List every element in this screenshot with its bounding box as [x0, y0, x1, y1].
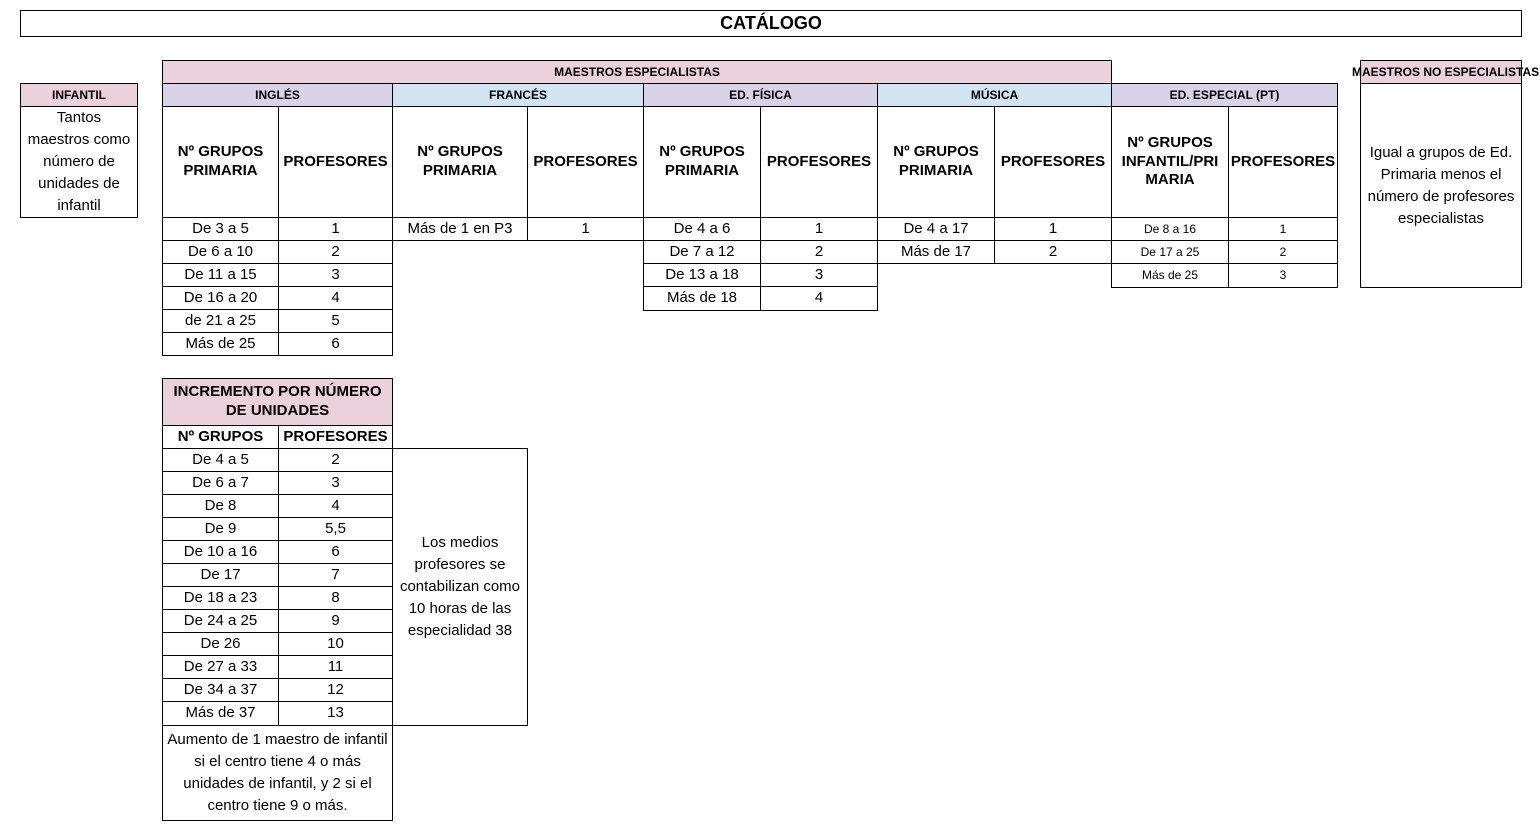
- incremento-row-grupos: De 4 a 5: [162, 448, 279, 472]
- infantil-header: INFANTIL: [20, 83, 138, 107]
- ingles-row-profesores: 1: [278, 217, 393, 241]
- edfisica-row-grupos: De 7 a 12: [643, 240, 761, 264]
- incremento-row-grupos: De 6 a 7: [162, 471, 279, 495]
- incremento-row-profesores: 10: [278, 632, 393, 656]
- page-title: CATÁLOGO: [20, 10, 1522, 37]
- ingles-row-grupos: Más de 25: [162, 332, 279, 356]
- edfisica-col-grupos: Nº GRUPOS PRIMARIA: [643, 106, 761, 218]
- frances-row-profesores: 1: [527, 217, 644, 241]
- edfisica-col-profesores: PROFESORES: [760, 106, 878, 218]
- ingles-row-grupos: De 16 a 20: [162, 286, 279, 310]
- musica-header: MÚSICA: [877, 83, 1112, 107]
- incremento-row-grupos: De 27 a 33: [162, 655, 279, 679]
- edespecial-row-profesores: 3: [1228, 263, 1338, 288]
- incremento-row-profesores: 7: [278, 563, 393, 587]
- medios-profesores-note: Los medios profesores se contabilizan como 10 horas de las especialidad 38: [392, 448, 528, 726]
- incremento-row-grupos: De 24 a 25: [162, 609, 279, 633]
- incremento-row-grupos: De 34 a 37: [162, 678, 279, 702]
- ingles-col-profesores: PROFESORES: [278, 106, 393, 218]
- incremento-row-profesores: 5,5: [278, 517, 393, 541]
- frances-col-profesores: PROFESORES: [527, 106, 644, 218]
- edespecial-row-grupos: De 8 a 16: [1111, 217, 1229, 241]
- musica-row-profesores: 2: [994, 240, 1112, 264]
- edfisica-row-profesores: 2: [760, 240, 878, 264]
- incremento-row-grupos: De 18 a 23: [162, 586, 279, 610]
- edfisica-row-profesores: 4: [760, 286, 878, 311]
- musica-row-grupos: Más de 17: [877, 240, 995, 264]
- ingles-row-profesores: 3: [278, 263, 393, 287]
- edespecial-row-profesores: 1: [1228, 217, 1338, 241]
- frances-col-grupos: Nº GRUPOS PRIMARIA: [392, 106, 528, 218]
- ingles-row-grupos: De 11 a 15: [162, 263, 279, 287]
- edfisica-row-grupos: Más de 18: [643, 286, 761, 311]
- incremento-row-grupos: De 17: [162, 563, 279, 587]
- ingles-row-profesores: 6: [278, 332, 393, 356]
- musica-row-profesores: 1: [994, 217, 1112, 241]
- infantil-description: Tantos maestros como número de unidades de infantil: [20, 106, 138, 218]
- incremento-row-grupos: De 8: [162, 494, 279, 518]
- musica-col-profesores: PROFESORES: [994, 106, 1112, 218]
- noespecialistas-description: Igual a grupos de Ed. Primaria menos el número de profesores especialistas: [1360, 83, 1522, 288]
- ingles-row-grupos: de 21 a 25: [162, 309, 279, 333]
- edfisica-header: ED. FÍSICA: [643, 83, 878, 107]
- ingles-row-profesores: 5: [278, 309, 393, 333]
- incremento-col-grupos: Nº GRUPOS: [162, 425, 279, 449]
- incremento-row-grupos: De 26: [162, 632, 279, 656]
- edfisica-row-grupos: De 13 a 18: [643, 263, 761, 287]
- edfisica-row-profesores: 3: [760, 263, 878, 287]
- ingles-header: INGLÉS: [162, 83, 393, 107]
- edfisica-row-grupos: De 4 a 6: [643, 217, 761, 241]
- musica-col-grupos: Nº GRUPOS PRIMARIA: [877, 106, 995, 218]
- incremento-row-grupos: De 10 a 16: [162, 540, 279, 564]
- incremento-header: INCREMENTO POR NÚMERO DE UNIDADES: [162, 378, 393, 426]
- ingles-row-grupos: De 6 a 10: [162, 240, 279, 264]
- incremento-row-grupos: Más de 37: [162, 701, 279, 726]
- incremento-row-profesores: 9: [278, 609, 393, 633]
- incremento-row-grupos: De 9: [162, 517, 279, 541]
- musica-row-grupos: De 4 a 17: [877, 217, 995, 241]
- edespecial-row-grupos: De 17 a 25: [1111, 240, 1229, 264]
- noespecialistas-header-label: MAESTROS NO ESPECIALISTAS: [1352, 64, 1540, 79]
- noespecialistas-header: [1352, 60, 1540, 84]
- edespecial-header: ED. ESPECIAL (PT): [1111, 83, 1338, 107]
- edespecial-col-grupos: Nº GRUPOS INFANTIL/PRI MARIA: [1111, 106, 1229, 218]
- edespecial-row-grupos: Más de 25: [1111, 263, 1229, 288]
- ingles-row-grupos: De 3 a 5: [162, 217, 279, 241]
- incremento-row-profesores: 4: [278, 494, 393, 518]
- incremento-footer-note: Aumento de 1 maestro de infantil si el centro tiene 4 o más unidades de infantil, y 2 si el centro tiene 9 o más.: [162, 725, 393, 821]
- frances-row-grupos: Más de 1 en P3: [392, 217, 528, 241]
- incremento-row-profesores: 3: [278, 471, 393, 495]
- incremento-row-profesores: 8: [278, 586, 393, 610]
- edfisica-row-profesores: 1: [760, 217, 878, 241]
- incremento-col-profesores: PROFESORES: [278, 425, 393, 449]
- incremento-row-profesores: 12: [278, 678, 393, 702]
- incremento-row-profesores: 2: [278, 448, 393, 472]
- ingles-row-profesores: 4: [278, 286, 393, 310]
- ingles-col-grupos: Nº GRUPOS PRIMARIA: [162, 106, 279, 218]
- ingles-row-profesores: 2: [278, 240, 393, 264]
- frances-header: FRANCÉS: [392, 83, 644, 107]
- edespecial-row-profesores: 2: [1228, 240, 1338, 264]
- incremento-row-profesores: 6: [278, 540, 393, 564]
- incremento-row-profesores: 13: [278, 701, 393, 726]
- incremento-row-profesores: 11: [278, 655, 393, 679]
- edespecial-col-profesores: PROFESORES: [1228, 106, 1338, 218]
- especialistas-header: MAESTROS ESPECIALISTAS: [162, 60, 1112, 84]
